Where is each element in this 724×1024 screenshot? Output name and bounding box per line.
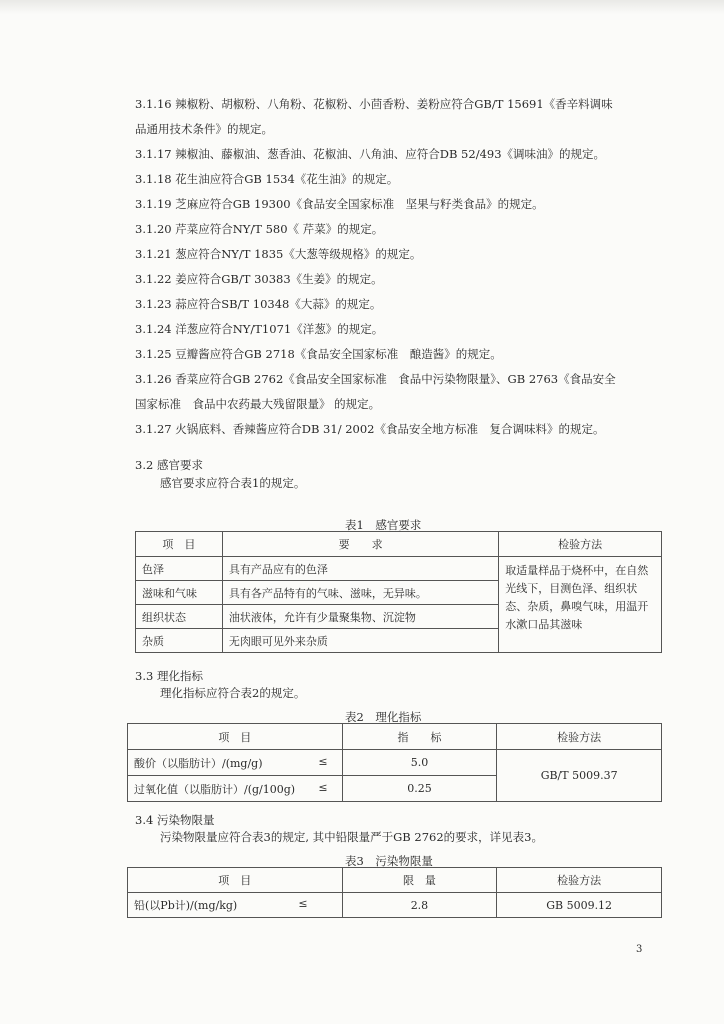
item-text: 酸价（以脂肪计）/(mg/g) bbox=[134, 756, 263, 770]
table-cell-item: 杂质 bbox=[136, 629, 223, 653]
table-header-limit: 限 量 bbox=[342, 868, 497, 893]
table-header-method: 检验方法 bbox=[497, 724, 662, 750]
table-header-method: 检验方法 bbox=[497, 868, 662, 893]
table-1-caption: 表1 感官要求 bbox=[345, 518, 422, 532]
table-2-physicochemical bbox=[127, 723, 662, 802]
table-header-limit: 指 标 bbox=[342, 724, 497, 750]
comparison-operator: ≤ bbox=[298, 897, 308, 910]
table-cell-item: 色泽 bbox=[136, 557, 223, 581]
table-cell-requirement: 油状液体，允许有少量聚集物、沉淀物 bbox=[222, 605, 498, 629]
comparison-operator: ≤ bbox=[318, 780, 328, 794]
table-cell-value: 2.8 bbox=[342, 893, 497, 918]
table-cell-value: 0.25 bbox=[342, 776, 497, 802]
clause-3-1-21: 3.1.21 葱应符合NY/T 1835《大葱等级规格》的规定。 bbox=[135, 247, 422, 261]
clause-3-1-26: 3.1.26 香菜应符合GB 2762《食品安全国家标准 食品中污染物限量》、GB 2763《食品安全 bbox=[135, 372, 616, 386]
section-3-4-heading: 3.4 污染物限量 bbox=[135, 813, 215, 827]
section-3-4-paragraph: 污染物限量应符合表3的规定, 其中铅限量严于GB 2762的要求，详见表3。 bbox=[160, 830, 544, 844]
scan-top-shadow bbox=[0, 0, 724, 14]
table-3-contaminants bbox=[127, 867, 662, 918]
table-3-caption: 表3 污染物限量 bbox=[345, 854, 433, 868]
clause-3-1-18: 3.1.18 花生油应符合GB 1534《花生油》的规定。 bbox=[135, 172, 399, 186]
clause-3-1-23: 3.1.23 蒜应符合SB/T 10348《大蒜》的规定。 bbox=[135, 297, 382, 311]
table-2-caption: 表2 理化指标 bbox=[345, 710, 422, 724]
table-cell-method: 取适量样品于烧杯中，在自然光线下，目测色泽、组织状态、杂质，鼻嗅气味，用温开水漱口品其滋味 bbox=[499, 557, 662, 653]
table-1-sensory bbox=[135, 531, 662, 653]
clause-3-1-16-continued: 品通用技术条件》的规定。 bbox=[135, 122, 273, 136]
clause-3-1-19: 3.1.19 芝麻应符合GB 19300《食品安全国家标准 坚果与籽类食品》的规定。 bbox=[135, 197, 544, 211]
table-cell-requirement: 具有各产品特有的气味、滋味，无异味。 bbox=[222, 581, 498, 605]
clause-3-1-22: 3.1.22 姜应符合GB/T 30383《生姜》的规定。 bbox=[135, 272, 383, 286]
clause-3-1-20: 3.1.20 芹菜应符合NY/T 580《 芹菜》的规定。 bbox=[135, 222, 384, 236]
table-cell-method: GB 5009.12 bbox=[497, 893, 662, 918]
clause-3-1-26-continued: 国家标准 食品中农药最大残留限量》 的规定。 bbox=[135, 397, 381, 411]
table-header-item: 项 目 bbox=[136, 532, 223, 557]
table-cell-item bbox=[128, 776, 343, 802]
item-text: 铅(以Pb计)/(mg/kg) bbox=[134, 899, 238, 912]
section-3-2-heading: 3.2 感官要求 bbox=[135, 458, 203, 472]
section-3-3-paragraph: 理化指标应符合表2的规定。 bbox=[160, 686, 306, 700]
table-cell-method: GB/T 5009.37 bbox=[497, 750, 662, 802]
clause-3-1-27: 3.1.27 火锅底料、香辣酱应符合DB 31/ 2002《食品安全地方标准 复合调味料》的规定。 bbox=[135, 422, 605, 436]
table-header-method: 检验方法 bbox=[499, 532, 662, 557]
comparison-operator: ≤ bbox=[318, 754, 328, 768]
table-cell-value: 5.0 bbox=[342, 750, 497, 776]
table-cell-item: 滋味和气味 bbox=[136, 581, 223, 605]
section-3-3-heading: 3.3 理化指标 bbox=[135, 669, 203, 683]
table-cell-item: 组织状态 bbox=[136, 605, 223, 629]
table-header-requirement: 要 求 bbox=[222, 532, 498, 557]
item-text: 过氧化值（以脂肪计）/(g/100g) bbox=[134, 782, 296, 796]
table-cell-item bbox=[128, 750, 343, 776]
table-cell-requirement: 无肉眼可见外来杂质 bbox=[222, 629, 498, 653]
table-cell-item bbox=[128, 893, 343, 918]
table-cell-requirement: 具有产品应有的色泽 bbox=[222, 557, 498, 581]
table-header-item: 项 目 bbox=[128, 724, 343, 750]
page-number: 3 bbox=[636, 944, 643, 955]
section-3-2-paragraph: 感官要求应符合表1的规定。 bbox=[160, 476, 306, 490]
clause-3-1-17: 3.1.17 辣椒油、藤椒油、葱香油、花椒油、八角油、应符合DB 52/493《调味油》的规定。 bbox=[135, 147, 606, 161]
table-header-item: 项 目 bbox=[128, 868, 343, 893]
clause-3-1-24: 3.1.24 洋葱应符合NY/T1071《洋葱》的规定。 bbox=[135, 322, 384, 336]
clause-3-1-25: 3.1.25 豆瓣酱应符合GB 2718《食品安全国家标准 酿造酱》的规定。 bbox=[135, 347, 502, 361]
clause-3-1-16: 3.1.16 辣椒粉、胡椒粉、八角粉、花椒粉、小茴香粉、姜粉应符合GB/T 15691《香辛料调味 bbox=[135, 97, 613, 111]
